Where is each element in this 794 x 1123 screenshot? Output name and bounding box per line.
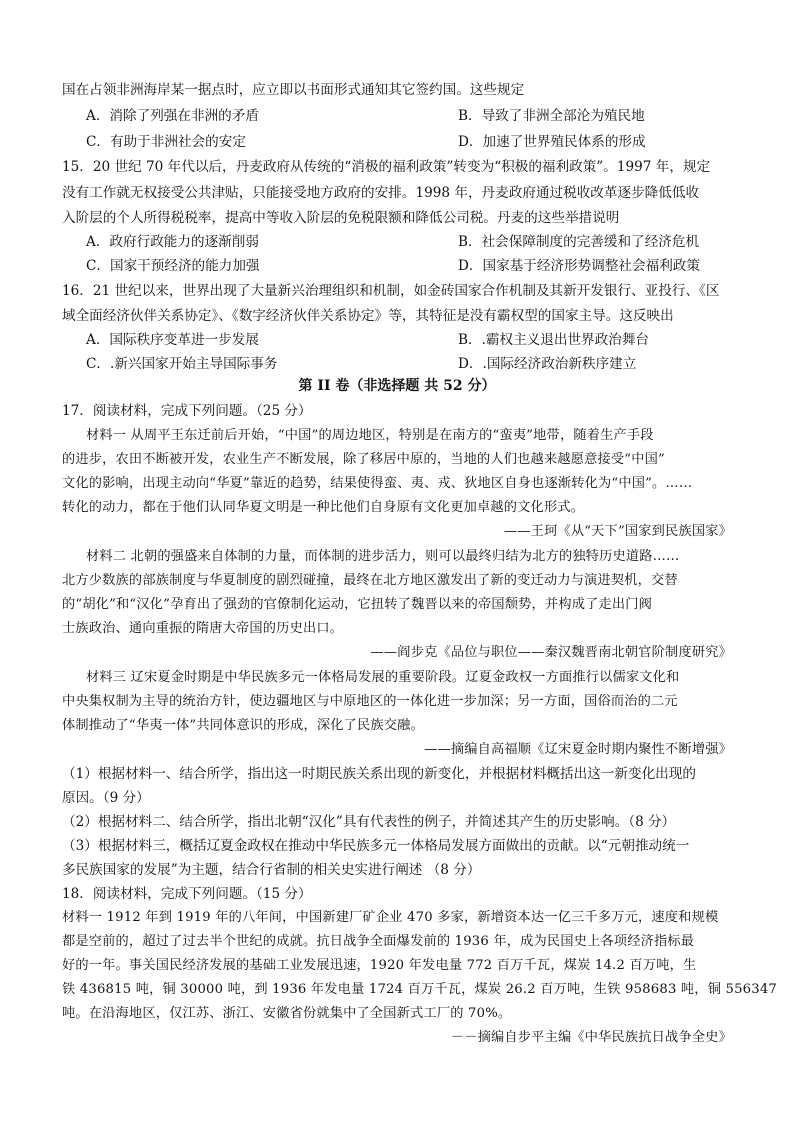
q15-option-b[interactable]: B．社会保障制度的完善缓和了经济危机: [458, 234, 700, 250]
q17-material-3-source: ——摘编自高福顺《辽宋夏金时期内聚性不断增强》: [424, 742, 732, 757]
q14-option-d[interactable]: D．加速了世界殖民体系的形成: [458, 134, 646, 150]
q16-option-b[interactable]: B．.霸权主义退出世界政治舞台: [458, 332, 650, 348]
q17-material-1-line-3: 文化的影响，出现主动向“华夏”靠近的趋势，结果使得蛮、夷、戎、狄地区自身也逐渐转化为“中国”。……: [62, 476, 693, 491]
q17-sub-2: （2）根据材料二、结合所学，指出北朝“汉化”具有代表性的例子，并简述其产生的历史影响。（8 分）: [62, 814, 676, 830]
q14-stem-tail: 国在占领非洲海岸某一据点时，应立即以书面形式通知其它签约国。这些规定: [62, 82, 525, 98]
q15-stem-line-3: 入阶层的个人所得税税率，提高中等收入阶层的免税限额和降低公司税。丹麦的这些举措说明: [62, 210, 620, 226]
q16-option-a[interactable]: A．国际秩序变革进一步发展: [86, 332, 259, 348]
q18-material-1-line-5: 吨。在沿海地区，仅江苏、浙江、安徽省份就集中了全国新式工厂的 70%。: [62, 1006, 512, 1021]
section-title: 第 II 卷（非选择题 共 52 分）: [298, 378, 496, 394]
q15-option-d[interactable]: D．国家基于经济形势调整社会福利政策: [458, 258, 700, 274]
q17-material-2-line-1: 材料二 北朝的强盛来自体制的力量，而体制的进步活力，则可以最终归结为北方的独特历史道路……: [86, 549, 680, 564]
q18-material-1-line-3: 好的一年。事关国民经济发展的基础工业发展迅速，1920 年发电量 772 百万千瓦，煤炭 14.2 百万吨，生: [62, 958, 697, 973]
q17-material-2-line-4: 士族政治、通向重振的隋唐大帝国的历史出口。: [62, 621, 344, 636]
q16-options-row-1: [86, 328, 650, 348]
q15-option-c[interactable]: C．国家干预经济的能力加强: [86, 258, 260, 274]
q15-stem-line-2: 没有工作就无权接受公共津贴，只能接受地方政府的安排。1998 年，丹麦政府通过税收改革逐步降低低收: [62, 185, 700, 201]
q17-sub-1-line-1: （1）根据材料一、结合所学，指出这一时期民族关系出现的新变化，并根据材料概括出这一新变化出现的: [62, 766, 696, 782]
q14-option-c[interactable]: C．有助于非洲社会的安定: [86, 134, 246, 150]
q17-intro: 17．阅读材料，完成下列问题。（25 分）: [62, 403, 312, 419]
q17-sub-3-line-2: 多民族国家的发展”为主题，结合行省制的相关史实进行阐述 （8 分）: [62, 862, 481, 878]
q15-options-row-1: [86, 230, 700, 250]
q14-option-a[interactable]: A．消除了列强在非洲的矛盾: [86, 108, 259, 124]
q17-sub-3-line-1: （3）根据材料三，概括辽夏金政权在推动中华民族多元一体格局发展方面做出的贡献。以“元朝推动统一: [62, 838, 690, 854]
q15-option-a[interactable]: A．政府行政能力的逐渐削弱: [86, 234, 259, 250]
q14-options-row-2: [86, 130, 646, 150]
q18-material-1-line-1: 材料一 1912 年到 1919 年的八年间，中国新建厂矿企业 470 多家，新增资本达一亿三千多万元，速度和规模: [62, 910, 719, 925]
q18-material-1-source: －－摘编自步平主编《中华民族抗日战争全史》: [450, 1030, 732, 1045]
q16-option-d[interactable]: D．.国际经济政治新秩序建立: [458, 356, 637, 372]
q15-options-row-2: [86, 254, 700, 274]
q16-options-row-2: [86, 352, 637, 372]
q18-intro: 18．阅读材料，完成下列问题。（15 分）: [62, 886, 312, 902]
q14-option-b[interactable]: B．导致了非洲全部沦为殖民地: [458, 108, 645, 124]
q17-material-2-line-3: 的“胡化”和“汉化”孕育出了强劲的官僚制化运动，它扭转了魏晋以来的帝国颓势，并构成了走出门阀: [62, 597, 653, 612]
q17-material-1-line-1: 材料一 从周平王东迁前后开始，“中国”的周边地区，特别是在南方的“蛮夷”地带，随着生产手段: [86, 428, 654, 443]
q17-sub-1-line-2: 原因。（9 分）: [62, 790, 150, 806]
q17-material-3-line-2: 中央集权制为主导的统治方针，使边疆地区与中原地区的一体化进一步加深；另一方面，国俗而治的二元: [62, 694, 678, 709]
q17-material-2-source: ——阎步克《品位与职位——秦汉魏晋南北朝官阶制度研究》: [370, 645, 732, 660]
q16-stem-line-1: 16．21 世纪以来，世界出现了大量新兴治理组织和机制，如金砖国家合作机制及其新开发银行、亚投行、《区: [62, 283, 720, 299]
q17-material-2-line-2: 北方少数族的部族制度与华夏制度的剧烈碰撞，最终在北方地区激发出了新的变迁动力与演进契机，交替: [62, 573, 678, 588]
q18-material-1-line-4: 铁 436815 吨，铜 30000 吨，到 1936 年发电量 1724 百万千瓦，煤炭 26.2 百万吨，生铁 958683 吨，铜 556347: [62, 982, 778, 997]
q16-option-c[interactable]: C．.新兴国家开始主导国际事务: [86, 356, 278, 372]
q15-stem-line-1: 15．20 世纪 70 年代以后，丹麦政府从传统的“消极的福利政策”转变为“积极的福利政策”。1997 年，规定: [62, 159, 711, 175]
q17-material-3-line-1: 材料三 辽宋夏金时期是中华民族多元一体格局发展的重要阶段。辽夏金政权一方面推行以儒家文化和: [86, 670, 680, 685]
q17-material-1-line-4: 转化的动力，都在于他们认同华夏文明是一种比他们自身原有文化更加卓越的文化形式。: [62, 500, 585, 515]
q17-material-3-line-3: 体制推动了“华夷一体”共同体意识的形成，深化了民族交融。: [62, 718, 424, 733]
q14-options-row-1: [86, 104, 645, 124]
q17-material-1-line-2: 的进步，农田不断被开发，农业生产不断发展，除了移居中原的，当地的人们也越来越愿意接受“中国”: [62, 452, 665, 467]
q18-material-1-line-2: 都是空前的，超过了过去半个世纪的成就。抗日战争全面爆发前的 1936 年，成为民国史上各项经济指标最: [62, 934, 695, 949]
q16-stem-line-2: 域全面经济伙伴关系协定》、《数字经济伙伴关系协定》等，其特征是没有霸权型的国家主导。这反映出: [62, 308, 674, 324]
q17-material-1-source: ——王珂《从“天下”国家到民族国家》: [503, 524, 732, 539]
